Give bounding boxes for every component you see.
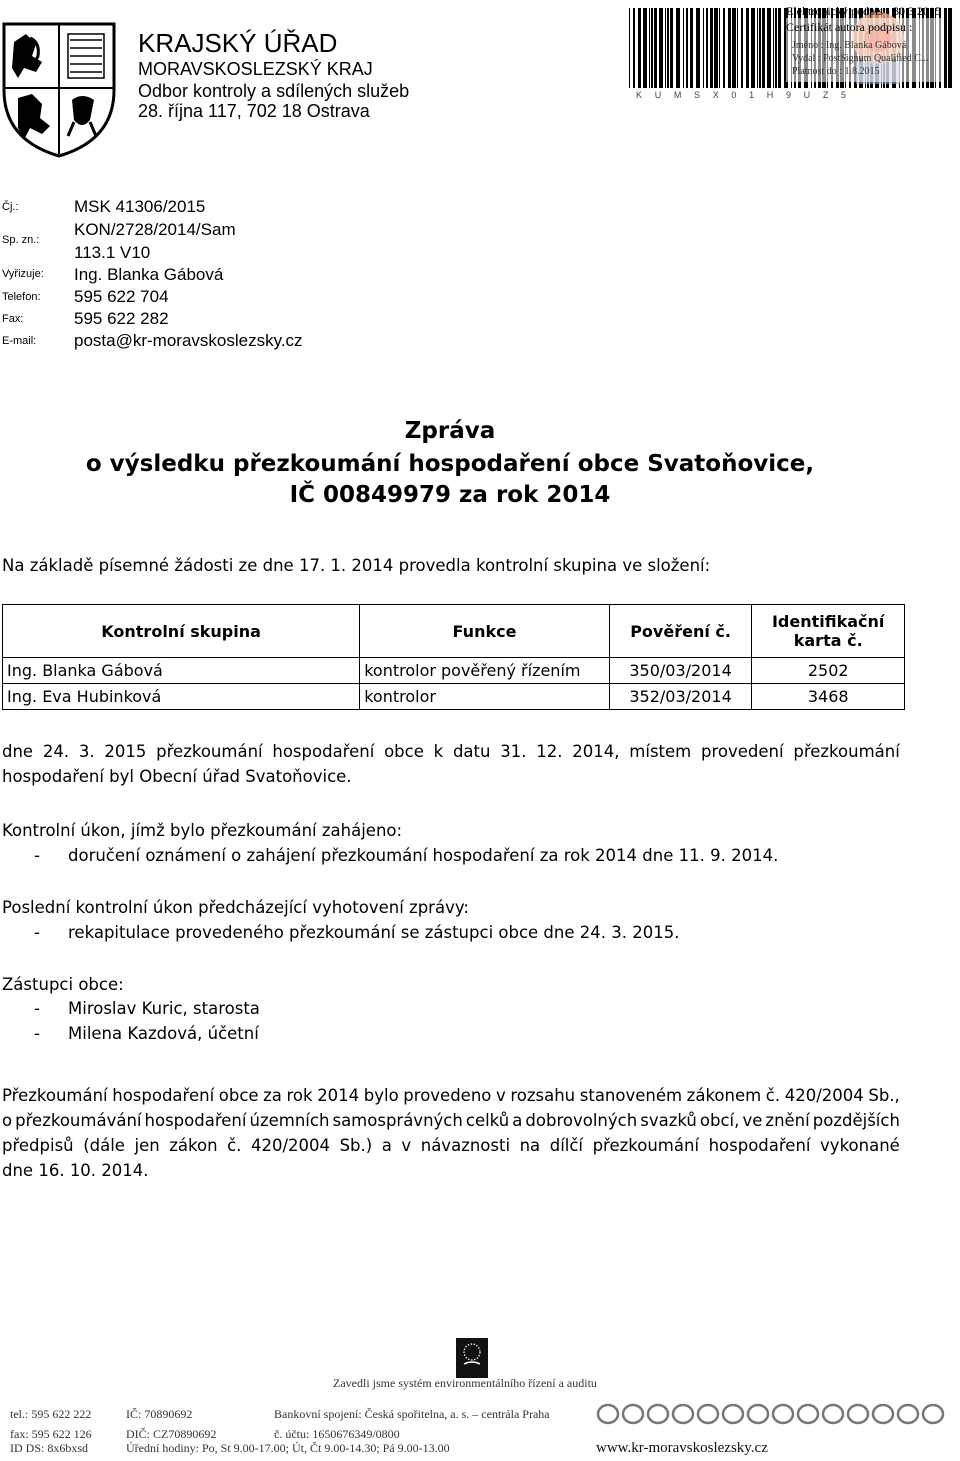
barcode-char: Z [822,90,829,100]
footer-office-hours: Úřední hodiny: Po, St 9.00-17.00; Út, Čt 9.00-14.30; Pá 9.00-13.00 [126,1441,450,1455]
word: dobrovolných [525,1111,638,1130]
barcode-char: X [712,90,719,100]
paragraph-scope-line [2,1086,900,1105]
ref-value-email[interactable]: posta@kr-moravskoslezsky.cz [74,331,303,350]
report-subtitle: o výsledku přezkoumání hospodaření obce Svatoňovice, [85,451,815,477]
word: zákonem [686,1086,762,1105]
word: obce [384,742,424,761]
word: přezkoumání [793,742,900,761]
list-dash: - [34,923,40,942]
barcode-char: 1 [749,90,755,100]
word: pozdějších [812,1111,900,1130]
word: vykonané [820,1136,900,1155]
table-row [3,684,905,710]
word: č. [765,1086,781,1105]
cell-authorization: 352/03/2014 [609,684,752,710]
col-header-group: Kontrolní skupina [3,605,360,658]
word: zákon [169,1136,218,1155]
word: dne [2,742,34,761]
barcode-char: U [654,90,662,100]
ref-value-spzn: KON/2728/2014/Sam [74,220,236,239]
paragraph-examination-place: hospodaření byl Obecní úřad Svatoňovice. [2,767,352,786]
word: o [2,1111,13,1130]
word: v [495,1086,506,1105]
word: samosprávných [332,1111,463,1130]
list-dash: - [34,846,40,865]
ref-value-telefon: 595 622 704 [74,287,169,306]
ref-label-fax: Fax: [2,313,24,325]
list-item-initial-act: doručení oznámení o zahájení přezkoumání hospodaření za rok 2014 dne 11. 9. 2014. [68,846,779,865]
ref-label-telefon: Telefon: [2,291,41,303]
word: předpisů [2,1136,74,1155]
footer-phone: tel.: 595 622 222 [10,1407,92,1421]
word: hospodaření [708,1136,811,1155]
office-title: KRAJSKÝ ÚŘAD [138,28,338,58]
report-title: Zpráva [404,418,496,444]
barcode-char: 5 [840,90,846,100]
word: přezkoumání [592,1136,700,1155]
ref-value-vyrizuje: Ing. Blanka Gábová [74,265,224,284]
barcode-char: S [694,90,701,100]
ref-label-spzn: Sp. zn.: [2,234,40,246]
heading-representatives: Zástupci obce: [2,975,124,994]
word: 420/2004 [784,1086,864,1105]
electronic-signature-label: Elektronický podpis - 30.3.2015 [786,4,941,18]
word: jen [134,1136,160,1155]
barcode-caption [636,90,846,100]
word: obce [218,1086,259,1105]
word: rok [286,1086,313,1105]
col-header-authorization: Pověření č. [609,605,752,658]
footer-account: č. účtu: 1650676349/0800 [274,1427,400,1441]
word: na [519,1136,541,1155]
word: hospodaření [112,1086,215,1105]
footer-dic: DIČ: CZ70890692 [126,1427,217,1441]
emas-statement: Zavedli jsme systém environmentálního řízení a auditu [333,1376,597,1390]
paragraph-examination-date [2,742,900,761]
barcode-char: 9 [785,90,791,100]
paragraph-scope-line [2,1136,900,1155]
word: 3. [78,742,95,761]
heading-initial-act: Kontrolní úkon, jímž bylo přezkoumání zahájeno: [2,821,403,840]
cell-member: Ing. Eva Hubinková [3,684,360,710]
word: návaznosti [420,1136,511,1155]
region-emblem-strip-icon [596,1402,954,1426]
word: a [381,1136,392,1155]
list-item-representative: Milena Kazdová, účetní [68,1024,259,1043]
barcode-char: K [636,90,643,100]
list-item-final-act: rekapitulace provedeného přezkoumání se zástupci obce dne 24. 3. 2015. [68,923,680,942]
word: hospodaření [144,1111,247,1130]
word: provedení [701,742,784,761]
cell-member: Ing. Blanka Gábová [3,658,360,684]
word: Sb., [868,1086,900,1105]
barcode-char: U [803,90,811,100]
ref-label-email: E-mail: [2,335,37,347]
col-header-id-card: Identifikační karta č. [752,605,905,658]
word: bylo [363,1086,399,1105]
barcode-char: M [673,90,682,100]
word: 2014, [572,742,620,761]
word: svazků [640,1111,697,1130]
coat-of-arms-icon [0,20,118,158]
word: přezkoumávání [15,1111,142,1130]
cell-id-card: 3468 [752,684,905,710]
certificate-name: Jméno : Ing. Blanka Gábová [792,40,907,51]
word: územních [249,1111,330,1130]
word: k [433,742,444,761]
word: č. [227,1136,242,1155]
word: 31. [500,742,527,761]
certificate-label: Certifikát autora podpisu : [786,20,913,34]
emas-logo-icon [456,1338,488,1378]
word: celků [465,1111,510,1130]
list-item-representative: Miroslav Kuric, starosta [68,999,260,1018]
ref-label-vyrizuje: Vyřizuje: [2,268,44,280]
cell-authorization: 350/03/2014 [609,658,752,684]
list-dash: - [34,999,40,1018]
footer-website-link[interactable]: www.kr-moravskoslezsky.cz [596,1440,768,1456]
word: a [512,1111,523,1130]
word: za [263,1086,282,1105]
department-name: Odbor kontroly a sdílených služeb [138,81,410,101]
list-dash: - [34,1024,40,1043]
word: v [401,1136,412,1155]
word: přezkoumání [156,742,263,761]
word: (dále [83,1136,125,1155]
word: obcí, [699,1111,740,1130]
word: datu [452,742,491,761]
paragraph-scope-line: dne 16. 10. 2014. [2,1161,149,1180]
word: rozsahu [510,1086,576,1105]
ref-value-spzn-2: 113.1 V10 [74,243,151,262]
word: stanoveném [579,1086,683,1105]
heading-final-act: Poslední kontrolní úkon předcházející vyhotovení zprávy: [2,898,469,917]
committee-table [2,604,905,710]
word: dílčí [549,1136,584,1155]
footer-ic: IČ: 70890692 [126,1407,193,1421]
footer-data-box: ID DS: 8x6bxsd [10,1441,89,1455]
word: Sb.) [339,1136,373,1155]
col-header-function: Funkce [360,605,610,658]
footer-bank: Bankovní spojení: Česká spořitelna, a. s. – centrála Praha [274,1407,550,1421]
paragraph-scope-line [2,1111,900,1130]
word: 420/2004 [250,1136,331,1155]
footer-fax: fax: 595 622 126 [10,1427,92,1441]
word: místem [629,742,692,761]
word: hospodaření [272,742,375,761]
cell-id-card: 2502 [752,658,905,684]
ref-label-cj: Čj.: [2,201,19,213]
ref-value-fax: 595 622 282 [74,309,169,328]
office-address: 28. října 117, 702 18 Ostrava [138,101,370,121]
word: 2015 [104,742,147,761]
region-name: MORAVSKOSLEZSKÝ KRAJ [138,59,373,79]
cell-function: kontrolor pověřený řízením [360,658,610,684]
word: Přezkoumání [2,1086,108,1105]
word: 12. [536,742,563,761]
barcode-char: 0 [731,90,737,100]
word: provedeno [403,1086,492,1105]
certificate-validity: Platnost do : 1.8.2015 [792,66,880,77]
word: 2014 [317,1086,360,1105]
word: 24. [42,742,70,761]
barcode-char: H [766,90,774,100]
certificate-issuer: Vydal : PostSignum Qualified C... [792,53,929,64]
cell-function: kontrolor [360,684,610,710]
intro-text: Na základě písemné žádosti ze dne 17. 1. 2014 provedla kontrolní skupina ve složení: [2,556,711,575]
word: znění [765,1111,810,1130]
table-row [3,658,905,684]
word: ve [742,1111,763,1130]
table-header-row [3,605,905,658]
signature-certificate-box [786,18,944,82]
ref-value-cj: MSK 41306/2015 [74,197,206,216]
report-subtitle-ic: IČ 00849979 za rok 2014 [289,482,611,508]
